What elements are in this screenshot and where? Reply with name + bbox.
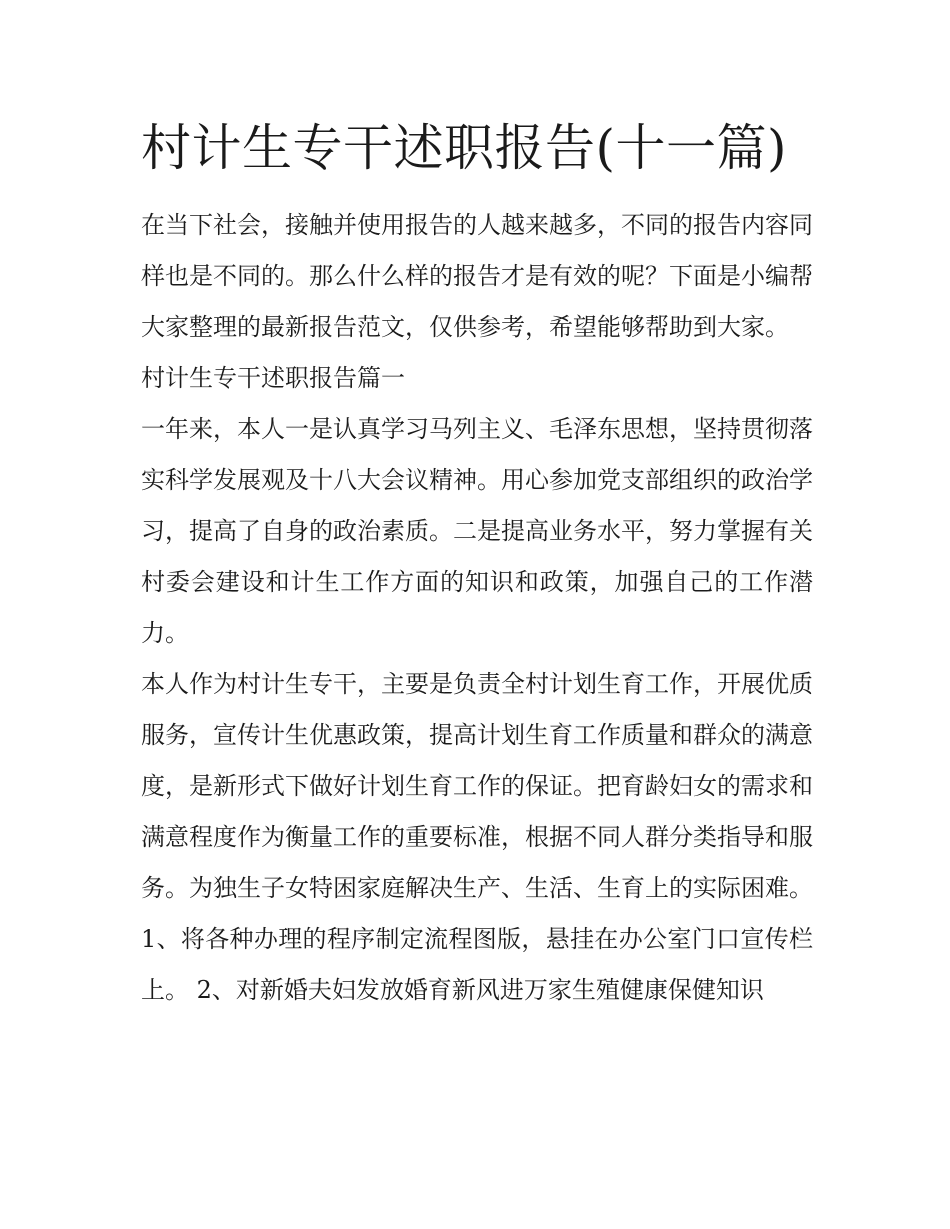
intro-paragraph: 在当下社会，接触并使用报告的人越来越多，不同的报告内容同样也是不同的。那么什么样的报告才是有效的呢？下面是小编帮大家整理的最新报告范文，仅供参考，希望能够帮助到大家。 <box>141 211 813 341</box>
body-paragraph-1: 一年来，本人一是认真学习马列主义、毛泽东思想，坚持贯彻落实科学发展观及十八大会议精神。用心参加党支部组织的政治学习，提高了自身的政治素质。二是提高业务水平，努力掌握有关村委会建设和计生工作方面的知识和政策，加强自己的工作潜力。 <box>141 415 813 647</box>
document-page <box>141 110 813 1016</box>
section-heading: 村计生专干述职报告篇一 <box>141 364 405 392</box>
body-paragraph-3: 1、将各种办理的程序制定流程图版，悬挂在办公室门口宣传栏上。 2、对新婚夫妇发放婚育新风进万家生殖健康保健知识 <box>141 925 813 1004</box>
document-title: 村计生专干述职报告(十一篇) <box>141 119 788 177</box>
body-paragraph-2: 本人作为村计生专干，主要是负责全村计划生育工作，开展优质服务，宣传计生优惠政策，提高计划生育工作质量和群众的满意度，是新形式下做好计划生育工作的保证。把育龄妇女的需求和满意程度作为衡量工作的重要标准，根据不同人群分类指导和服务。为独生子女特困家庭解决生产、生活、生育上的实际困难。 <box>141 670 813 902</box>
